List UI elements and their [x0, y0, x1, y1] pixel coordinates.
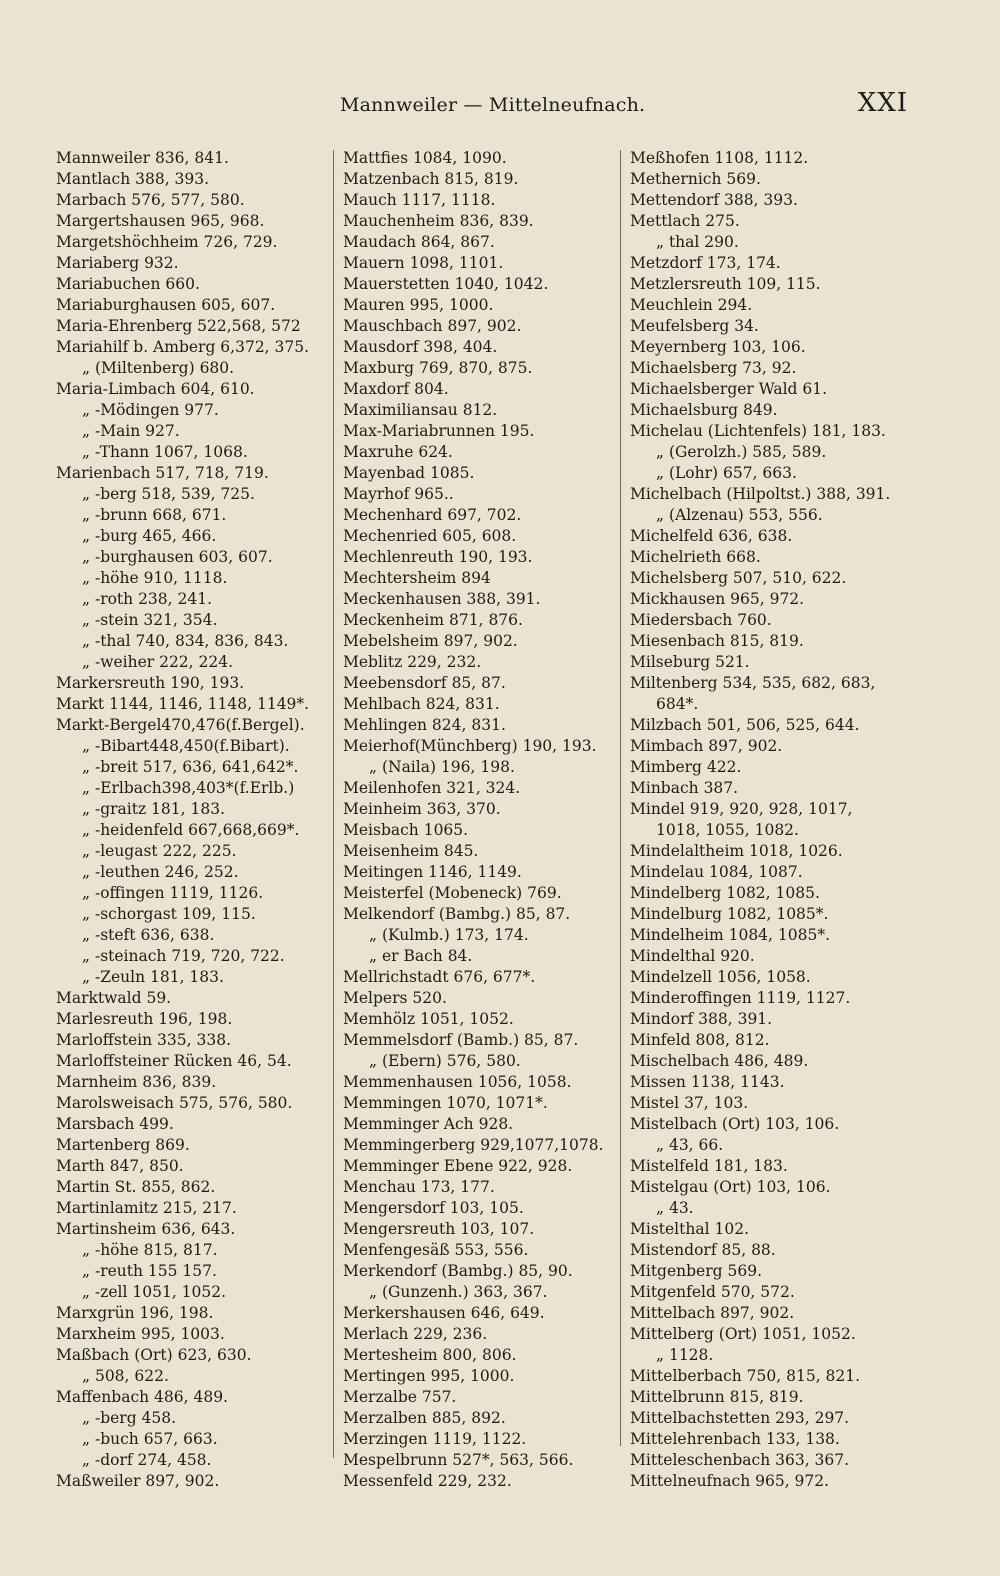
index-entry: Marth 847, 850.: [56, 1157, 184, 1175]
index-entry: Mechenried 605, 608.: [343, 527, 517, 545]
index-entry: Mittelbachstetten 293, 297.: [630, 1409, 850, 1427]
index-entry: Milzbach 501, 506, 525, 644.: [630, 716, 860, 734]
index-entry: Marxgrün 196, 198.: [56, 1304, 214, 1322]
index-entry: „ -berg 458.: [82, 1409, 177, 1427]
index-entry: „ (Kulmb.) 173, 174.: [369, 926, 529, 944]
index-entry: Mischelbach 486, 489.: [630, 1052, 809, 1070]
index-entry: Mindelzell 1056, 1058.: [630, 968, 811, 986]
index-entry: Minbach 387.: [630, 779, 739, 797]
index-entry: Marlesreuth 196, 198.: [56, 1010, 233, 1028]
index-entry: Minderoffingen 1119, 1127.: [630, 989, 851, 1007]
index-entry: Marloffstein 335, 338.: [56, 1031, 231, 1049]
index-entry: Mariahilf b. Amberg 6,372, 375.: [56, 338, 310, 356]
index-entry: „ -Mödingen 977.: [82, 401, 219, 419]
index-entry: Merzalbe 757.: [343, 1388, 457, 1406]
index-entry: Mitgenberg 569.: [630, 1262, 762, 1280]
index-entry: Markersreuth 190, 193.: [56, 674, 245, 692]
index-entry: Metzlersreuth 109, 115.: [630, 275, 821, 293]
index-entry: Marnheim 836, 839.: [56, 1073, 217, 1091]
index-entry: „ er Bach 84.: [369, 947, 473, 965]
index-entry: „ -Thann 1067, 1068.: [82, 443, 248, 461]
index-entry: „ -leuthen 246, 252.: [82, 863, 239, 881]
index-entry: Milseburg 521.: [630, 653, 750, 671]
index-entry: Maria-Limbach 604, 610.: [56, 380, 255, 398]
index-entry: Meierhof(Münchberg) 190, 193.: [343, 737, 597, 755]
index-entry: Michelfeld 636, 638.: [630, 527, 793, 545]
index-entry: „ (Gerolzh.) 585, 589.: [656, 443, 827, 461]
index-column-3: [630, 148, 930, 1492]
index-entry: Merzingen 1119, 1122.: [343, 1430, 527, 1448]
index-entry: Michaelsburg 849.: [630, 401, 778, 419]
index-entry: Mertesheim 800, 806.: [343, 1346, 517, 1364]
index-entry: Maßweiler 897, 902.: [56, 1472, 220, 1490]
index-entry: Merkendorf (Bambg.) 85, 90.: [343, 1262, 573, 1280]
index-entry: Menfengesäß 553, 556.: [343, 1241, 529, 1259]
index-entry: Maudach 864, 867.: [343, 233, 495, 251]
index-entry: „ -graitz 181, 183.: [82, 800, 225, 818]
index-entry: Mertingen 995, 1000.: [343, 1367, 515, 1385]
index-entry: Mistelfeld 181, 183.: [630, 1157, 788, 1175]
index-entry: Marolsweisach 575, 576, 580.: [56, 1094, 293, 1112]
index-entry: Meisenheim 845.: [343, 842, 479, 860]
index-entry: Mindorf 388, 391.: [630, 1010, 773, 1028]
index-entry: Mellrichstadt 676, 677*.: [343, 968, 536, 986]
index-entry: Memmingerberg 929,1077,1078.: [343, 1136, 604, 1154]
index-entry: „ -burghausen 603, 607.: [82, 548, 273, 566]
index-entry: Margetshöchheim 726, 729.: [56, 233, 278, 251]
index-entry: Markt 1144, 1146, 1148, 1149*.: [56, 695, 310, 713]
column-divider: [333, 150, 334, 1458]
index-entry: Mindelburg 1082, 1085*.: [630, 905, 829, 923]
index-entry: Mistel 37, 103.: [630, 1094, 749, 1112]
index-entry: „ (Miltenberg) 680.: [82, 359, 235, 377]
index-entry: Mannweiler 836, 841.: [56, 149, 229, 167]
index-entry: Mindelau 1084, 1087.: [630, 863, 803, 881]
index-entry: Mettlach 275.: [630, 212, 740, 230]
index-entry: Mittelberg (Ort) 1051, 1052.: [630, 1325, 856, 1343]
index-entry: „ 1128.: [656, 1346, 714, 1364]
index-entry: Mariabuchen 660.: [56, 275, 200, 293]
index-entry: Memmenhausen 1056, 1058.: [343, 1073, 572, 1091]
index-entry: 684*.: [656, 695, 699, 713]
index-entry: „ -stein 321, 354.: [82, 611, 218, 629]
index-entry: „ -heidenfeld 667,668,669*.: [82, 821, 300, 839]
index-entry: „ -burg 465, 466.: [82, 527, 217, 545]
index-entry: Mindelheim 1084, 1085*.: [630, 926, 831, 944]
index-entry: Mauern 1098, 1101.: [343, 254, 504, 272]
index-entry: Mittelbrunn 815, 819.: [630, 1388, 804, 1406]
index-entry: Meisbach 1065.: [343, 821, 469, 839]
index-entry: Marienbach 517, 718, 719.: [56, 464, 269, 482]
index-entry: Mayenbad 1085.: [343, 464, 475, 482]
index-entry: Mittelbach 897, 902.: [630, 1304, 795, 1322]
running-head: Mannweiler — Mittelneufnach.: [340, 94, 646, 116]
index-entry: Miesenbach 815, 819.: [630, 632, 804, 650]
index-entry: Meuchlein 294.: [630, 296, 753, 314]
index-entry: „ -Main 927.: [82, 422, 180, 440]
index-entry: Miedersbach 760.: [630, 611, 772, 629]
index-entry: Merzalben 885, 892.: [343, 1409, 506, 1427]
index-entry: Marsbach 499.: [56, 1115, 174, 1133]
index-entry: Max-Mariabrunnen 195.: [343, 422, 535, 440]
index-entry: Marxheim 995, 1003.: [56, 1325, 225, 1343]
index-entry: Mistelthal 102.: [630, 1220, 749, 1238]
index-entry: Maxdorf 804.: [343, 380, 449, 398]
index-entry: Mistendorf 85, 88.: [630, 1241, 776, 1259]
index-entry: „ thal 290.: [656, 233, 739, 251]
index-entry: Martinsheim 636, 643.: [56, 1220, 236, 1238]
index-entry: Maßbach (Ort) 623, 630.: [56, 1346, 252, 1364]
index-entry: Mindelthal 920.: [630, 947, 755, 965]
index-entry: „ -Erlbach398,403*(f.Erlb.): [82, 779, 295, 797]
index-entry: Mindelberg 1082, 1085.: [630, 884, 820, 902]
index-entry: Mickhausen 965, 972.: [630, 590, 805, 608]
index-entry: Mechtersheim 894: [343, 569, 491, 587]
index-entry: Mattfies 1084, 1090.: [343, 149, 507, 167]
index-entry: „ -zell 1051, 1052.: [82, 1283, 227, 1301]
index-entry: Meebensdorf 85, 87.: [343, 674, 506, 692]
column-divider: [620, 150, 621, 1446]
index-entry: „ 43, 66.: [656, 1136, 724, 1154]
index-entry: Mittelehrenbach 133, 138.: [630, 1430, 840, 1448]
index-entry: Meitingen 1146, 1149.: [343, 863, 522, 881]
index-entry: Mistelgau (Ort) 103, 106.: [630, 1178, 831, 1196]
index-entry: Merkershausen 646, 649.: [343, 1304, 545, 1322]
index-entry: „ -berg 518, 539, 725.: [82, 485, 255, 503]
index-entry: Mayrhof 965..: [343, 485, 454, 503]
index-entry: Mindel 919, 920, 928, 1017,: [630, 800, 853, 818]
index-entry: Martinlamitz 215, 217.: [56, 1199, 237, 1217]
index-entry: Mauschbach 897, 902.: [343, 317, 522, 335]
index-entry: Michelrieth 668.: [630, 548, 761, 566]
index-entry: „ (Ebern) 576, 580.: [369, 1052, 521, 1070]
index-entry: Meisterfel (Mobeneck) 769.: [343, 884, 562, 902]
index-entry: Mitgenfeld 570, 572.: [630, 1283, 795, 1301]
index-entry: Mittelberbach 750, 815, 821.: [630, 1367, 861, 1385]
index-entry: Mengersreuth 103, 107.: [343, 1220, 535, 1238]
index-entry: Memminger Ach 928.: [343, 1115, 514, 1133]
index-entry: Mettendorf 388, 393.: [630, 191, 798, 209]
index-entry: Michaelsberg 73, 92.: [630, 359, 797, 377]
index-entry: Martin St. 855, 862.: [56, 1178, 216, 1196]
index-entry: Mauerstetten 1040, 1042.: [343, 275, 549, 293]
index-entry: Mespelbrunn 527*, 563, 566.: [343, 1451, 574, 1469]
index-entry: Mariaberg 932.: [56, 254, 179, 272]
index-entry: Metzdorf 173, 174.: [630, 254, 781, 272]
index-entry: Memhölz 1051, 1052.: [343, 1010, 514, 1028]
index-column-2: [343, 148, 613, 1492]
index-entry: Miltenberg 534, 535, 682, 683,: [630, 674, 876, 692]
index-entry: Mimbach 897, 902.: [630, 737, 783, 755]
index-entry: „ 508, 622.: [82, 1367, 169, 1385]
index-entry: Memminger Ebene 922, 928.: [343, 1157, 573, 1175]
index-entry: Mechenhard 697, 702.: [343, 506, 522, 524]
index-entry: „ -brunn 668, 671.: [82, 506, 227, 524]
index-entry: Messenfeld 229, 232.: [343, 1472, 512, 1490]
index-entry: „ -breit 517, 636, 641,642*.: [82, 758, 299, 776]
index-entry: Mitteleschenbach 363, 367.: [630, 1451, 850, 1469]
index-entry: Margertshausen 965, 968.: [56, 212, 265, 230]
index-entry: Martenberg 869.: [56, 1136, 190, 1154]
index-entry: Memmelsdorf (Bamb.) 85, 87.: [343, 1031, 579, 1049]
index-entry: „ -schorgast 109, 115.: [82, 905, 256, 923]
index-entry: „ -steft 636, 638.: [82, 926, 215, 944]
index-column-1: [56, 148, 326, 1492]
index-entry: Markt-Bergel470,476(f.Bergel).: [56, 716, 305, 734]
index-entry: „ 43.: [656, 1199, 694, 1217]
index-entry: Mimberg 422.: [630, 758, 742, 776]
index-entry: Merlach 229, 236.: [343, 1325, 488, 1343]
index-entry: „ (Alzenau) 553, 556.: [656, 506, 823, 524]
index-entry: „ (Naila) 196, 198.: [369, 758, 515, 776]
index-entry: Meinheim 363, 370.: [343, 800, 501, 818]
index-entry: Michaelsberger Wald 61.: [630, 380, 828, 398]
index-entry: Marbach 576, 577, 580.: [56, 191, 245, 209]
index-entry: Mehlbach 824, 831.: [343, 695, 500, 713]
index-entry: „ -roth 238, 241.: [82, 590, 213, 608]
index-entry: Meckenhausen 388, 391.: [343, 590, 541, 608]
index-entry: Mittelneufnach 965, 972.: [630, 1472, 830, 1490]
index-entry: Mengersdorf 103, 105.: [343, 1199, 524, 1217]
index-entry: „ -offingen 1119, 1126.: [82, 884, 264, 902]
index-entry: „ -leugast 222, 225.: [82, 842, 237, 860]
index-entry: Maximiliansau 812.: [343, 401, 498, 419]
page-header: [0, 88, 1000, 122]
index-entry: „ -steinach 719, 720, 722.: [82, 947, 285, 965]
index-entry: „ -weiher 222, 224.: [82, 653, 234, 671]
index-entry: Mantlach 388, 393.: [56, 170, 210, 188]
index-entry: Menchau 173, 177.: [343, 1178, 495, 1196]
index-entry: Michelau (Lichtenfels) 181, 183.: [630, 422, 886, 440]
index-entry: Matzenbach 815, 819.: [343, 170, 519, 188]
index-entry: Mariaburghausen 605, 607.: [56, 296, 276, 314]
index-entry: Meufelsberg 34.: [630, 317, 759, 335]
index-entry: „ (Lohr) 657, 663.: [656, 464, 797, 482]
index-entry: Meyernberg 103, 106.: [630, 338, 806, 356]
index-entry: Meßhofen 1108, 1112.: [630, 149, 809, 167]
page-number: XXI: [857, 88, 908, 118]
index-entry: Minfeld 808, 812.: [630, 1031, 770, 1049]
index-entry: Meilenhofen 321, 324.: [343, 779, 521, 797]
index-entry: „ -dorf 274, 458.: [82, 1451, 212, 1469]
index-entry: Mauch 1117, 1118.: [343, 191, 496, 209]
index-entry: Melpers 520.: [343, 989, 447, 1007]
index-entry: Maxruhe 624.: [343, 443, 453, 461]
index-entry: Meblitz 229, 232.: [343, 653, 482, 671]
index-entry: Mauchenheim 836, 839.: [343, 212, 534, 230]
index-entry: Marktwald 59.: [56, 989, 172, 1007]
index-entry: Memmingen 1070, 1071*.: [343, 1094, 548, 1112]
index-entry: „ -thal 740, 834, 836, 843.: [82, 632, 289, 650]
index-entry: Mausdorf 398, 404.: [343, 338, 498, 356]
index-entry: Missen 1138, 1143.: [630, 1073, 785, 1091]
index-entry: „ -buch 657, 663.: [82, 1430, 218, 1448]
index-entry: Maffenbach 486, 489.: [56, 1388, 228, 1406]
index-entry: Michelbach (Hilpoltst.) 388, 391.: [630, 485, 891, 503]
index-entry: „ -höhe 910, 1118.: [82, 569, 228, 587]
index-entry: Melkendorf (Bambg.) 85, 87.: [343, 905, 571, 923]
index-entry: Meckenheim 871, 876.: [343, 611, 523, 629]
index-entry: „ -höhe 815, 817.: [82, 1241, 218, 1259]
index-entry: Michelsberg 507, 510, 622.: [630, 569, 847, 587]
index-entry: „ (Gunzenh.) 363, 367.: [369, 1283, 548, 1301]
index-entry: Mindelaltheim 1018, 1026.: [630, 842, 843, 860]
index-entry: „ -Bibart448,450(f.Bibart).: [82, 737, 290, 755]
index-entry: Mauren 995, 1000.: [343, 296, 494, 314]
index-entry: Methernich 569.: [630, 170, 761, 188]
index-entry: Maxburg 769, 870, 875.: [343, 359, 533, 377]
index-entry: „ -Zeuln 181, 183.: [82, 968, 224, 986]
index-entry: Mebelsheim 897, 902.: [343, 632, 518, 650]
index-entry: 1018, 1055, 1082.: [656, 821, 799, 839]
index-entry: Mistelbach (Ort) 103, 106.: [630, 1115, 840, 1133]
index-entry: „ -reuth 155 157.: [82, 1262, 217, 1280]
index-entry: Marloffsteiner Rücken 46, 54.: [56, 1052, 292, 1070]
index-entry: Maria-Ehrenberg 522,568, 572: [56, 317, 301, 335]
index-entry: Mechlenreuth 190, 193.: [343, 548, 533, 566]
index-entry: Mehlingen 824, 831.: [343, 716, 506, 734]
